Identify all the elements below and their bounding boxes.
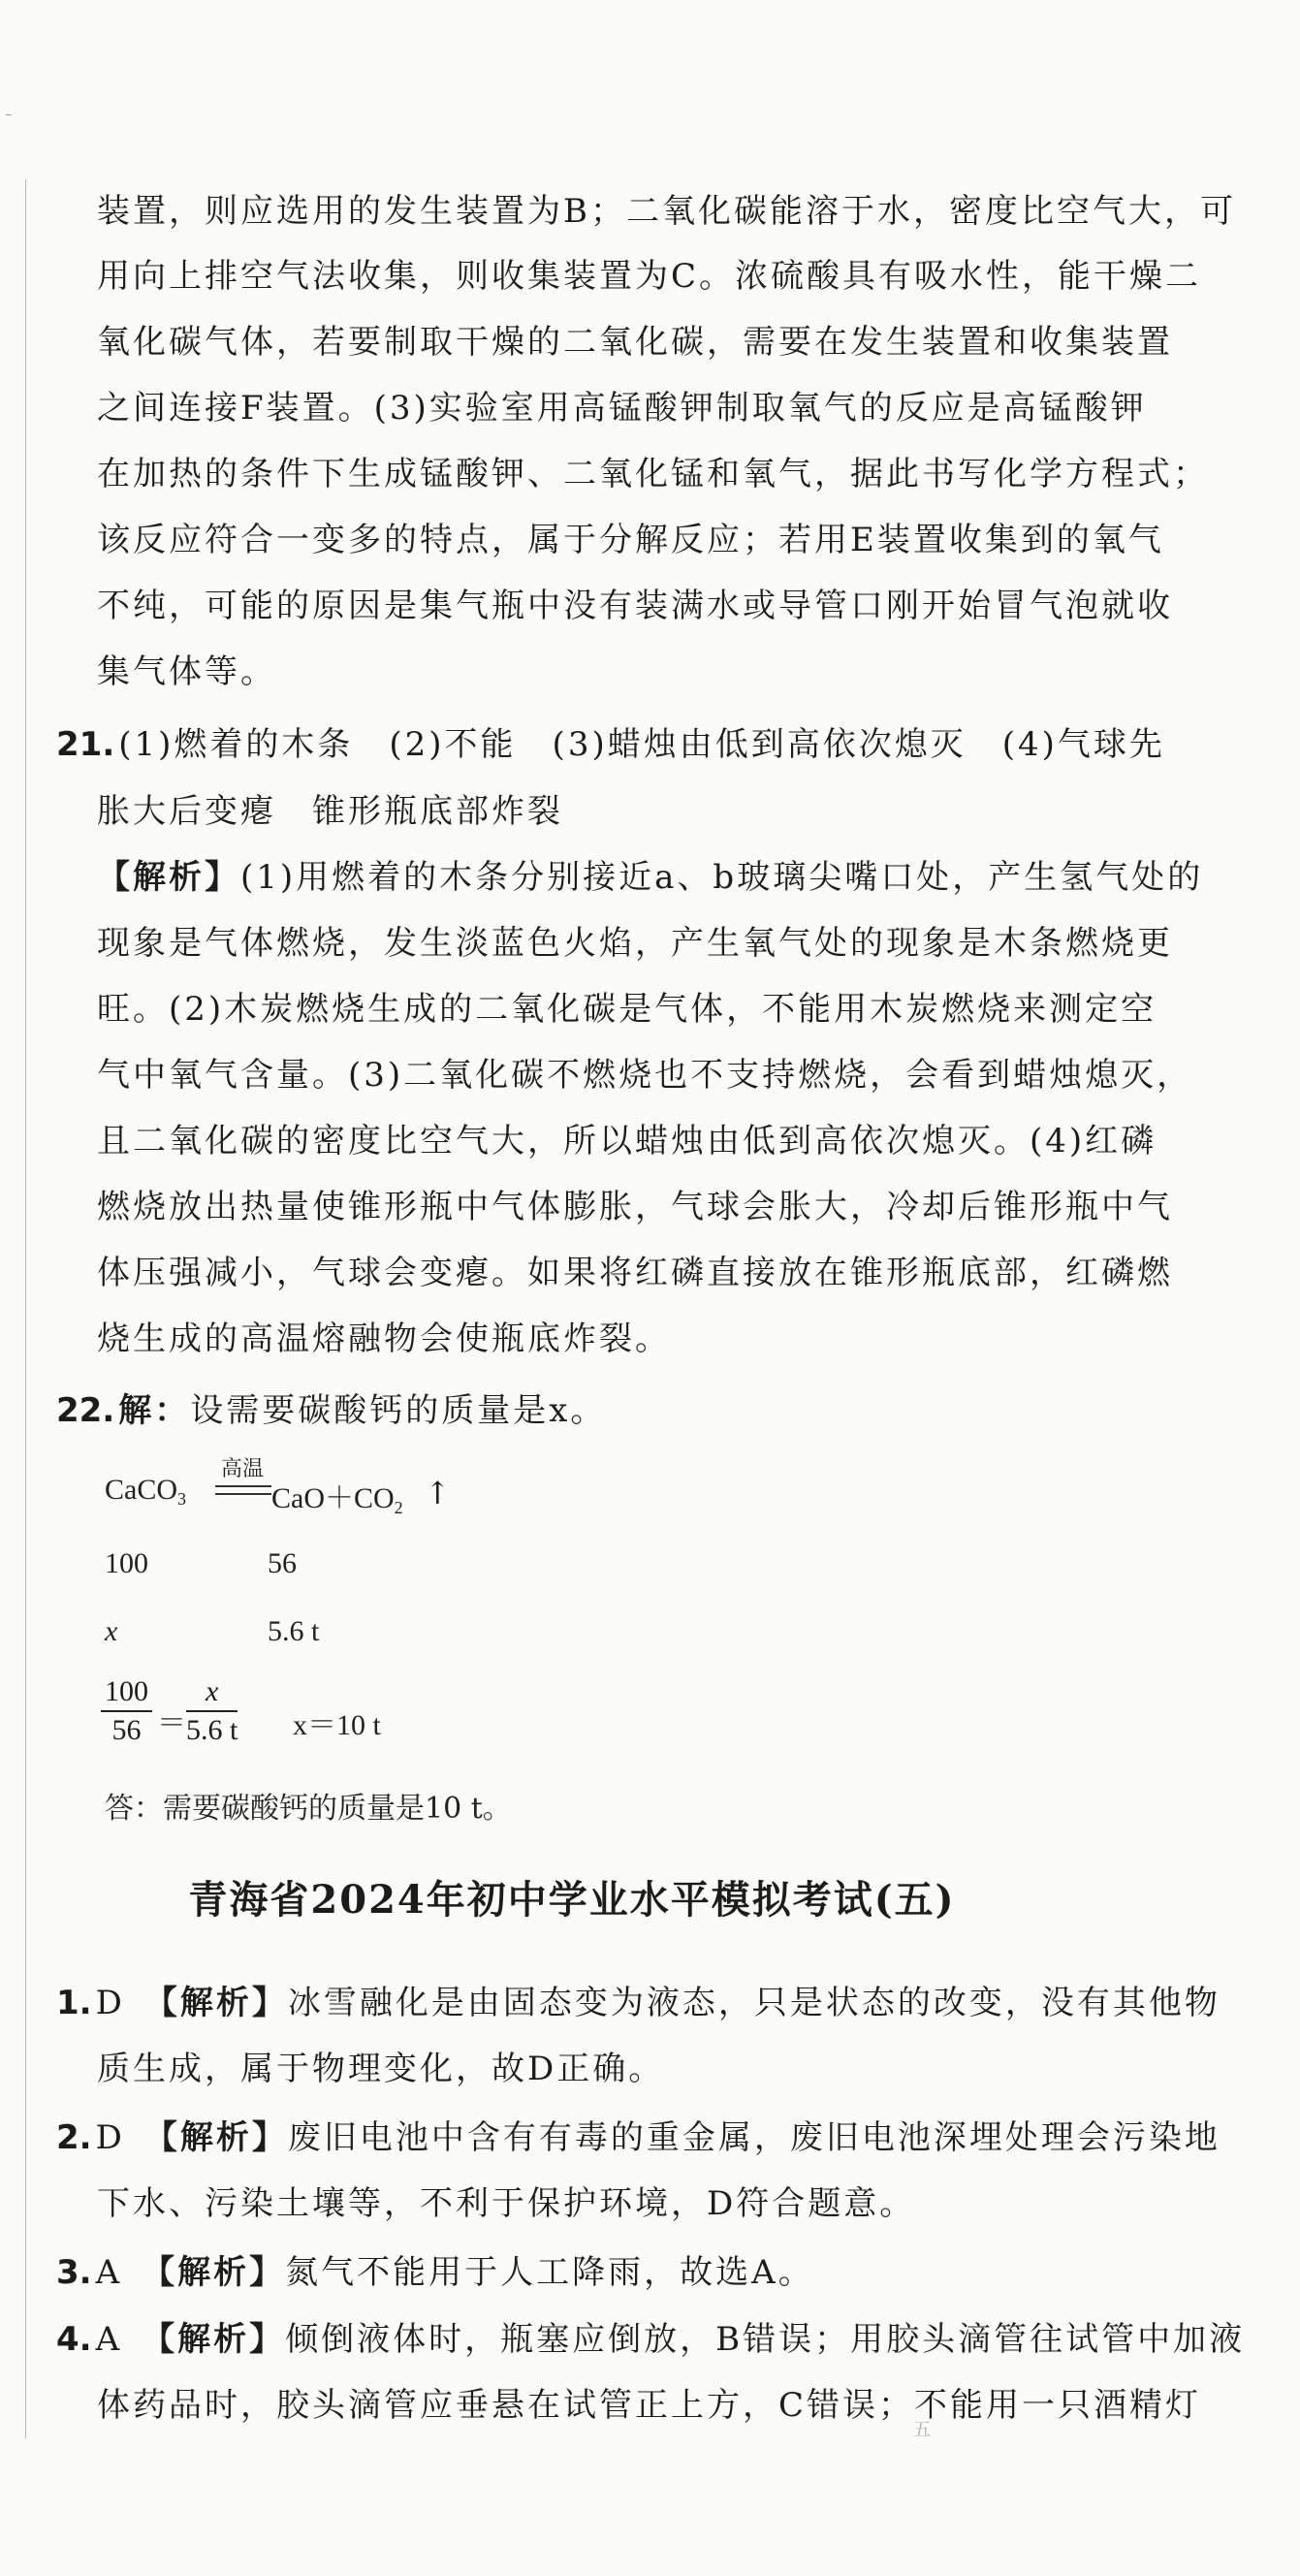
q22-answer: 答：需要碳酸钙的质量是10 t。 <box>105 1792 512 1826</box>
list-item: 4. A 【解析】倾倒液体时，瓶塞应倒放，B错误；用胶头滴管往试管中加液 <box>56 2320 1246 2359</box>
list-item: 3. A 【解析】氮气不能用于人工降雨，故选A。 <box>56 2253 814 2292</box>
text-line: 胀大后变瘪 锥形瓶底部炸裂 <box>97 792 563 831</box>
text-line: 现象是气体燃烧，发生淡蓝色火焰，产生氧气处的现象是木条燃烧更 <box>97 924 1173 963</box>
answer-choice: A <box>95 2253 123 2292</box>
answer-choice: A <box>95 2320 123 2359</box>
text-line: 体压强减小，气球会变瘪。如果将红磷直接放在锥形瓶底部，红磷燃 <box>97 1254 1173 1292</box>
mass-ratio-a: 100 <box>105 1547 148 1579</box>
analysis-label: 【解析】 <box>97 858 240 897</box>
text-line: 下水、污染土壤等，不利于保护环境，D符合题意。 <box>97 2184 916 2223</box>
result: x＝10 t <box>293 1709 381 1741</box>
fraction-left: $\frac{100}{56}$ <box>101 1675 152 1747</box>
text-line: 气中氧气含量。(3)二氧化碳不燃烧也不支持燃烧，会看到蜡烛熄灭， <box>97 1056 1193 1095</box>
analysis-text: (1)用燃着的木条分别接近a、b玻璃尖嘴口处，产生氢气处的 <box>240 858 1204 897</box>
text-line: 装置，则应选用的发生装置为B；二氧化碳能溶于水，密度比空气大，可 <box>97 192 1236 231</box>
text-line: 用向上排空气法收集，则收集装置为C。浓硫酸具有吸水性，能干燥二 <box>97 257 1202 296</box>
text-line: 体药品时，胶头滴管应垂悬在试管正上方，C错误；不能用一只酒精灯 <box>97 2386 1202 2425</box>
list-item: 2. D 【解析】废旧电池中含有有毒的重金属，废旧电池深埋处理会污染地 <box>56 2118 1221 2157</box>
text-line: 氧化碳气体，若要制取干燥的二氧化碳，需要在发生装置和收集装置 <box>97 323 1173 362</box>
chemical-equation-left: CaCO$_3$ <box>105 1474 186 1509</box>
equation-double-line <box>215 1485 271 1495</box>
text-line: 该反应符合一变多的特点，属于分解反应；若用E装置收集到的氧气 <box>97 521 1164 559</box>
fraction-right: $\frac{x}{5.6 t}$ <box>186 1675 238 1746</box>
chemical-equation-right: $CaO+CO_2$ <box>271 1482 403 1517</box>
analysis-label: 【解析】 <box>158 2320 286 2359</box>
gas-arrow-icon: ↑ <box>425 1475 451 1511</box>
reaction-condition: 高温 <box>221 1457 265 1481</box>
q21-answer-text: (1)燃着的木条 (2)不能 (3)蜡烛由低到高依次熄灭 (4)气球先 <box>118 725 1165 764</box>
text-line: 烧生成的高温熔融物会使瓶底炸裂。 <box>97 1320 671 1358</box>
corner-mark <box>6 114 12 121</box>
analysis-label: 【解析】 <box>160 1984 288 2022</box>
text-line: 旺。(2)木炭燃烧生成的二氧化碳是气体，不能用木炭燃烧来测定空 <box>97 990 1157 1029</box>
q22-intro-line <box>56 1379 606 1444</box>
text-line: 在加热的条件下生成锰酸钾、二氧化锰和氧气，据此书写化学方程式； <box>97 455 1209 493</box>
text-line: 质生成，属于物理变化，故D正确。 <box>97 2050 665 2088</box>
mass-ratio-b: 56 <box>268 1547 297 1579</box>
q22-intro-text: 设需要碳酸钙的质量是x。 <box>190 1391 607 1430</box>
equals-sign: ＝ <box>157 1707 186 1739</box>
list-item: 1. D 【解析】冰雪融化是由固态变为液态，只是状态的改变，没有其他物 <box>56 1984 1221 2022</box>
text-line: 之间连接F装置。(3)实验室用高锰酸钾制取氧气的反应是高锰酸钾 <box>97 389 1147 428</box>
text-line: 不纯，可能的原因是集气瓶中没有装满水或导管口刚开始冒气泡就收 <box>97 587 1173 625</box>
section-title: 青海省2024年初中学业水平模拟考试(五) <box>188 1877 956 1923</box>
text-line: 燃烧放出热量使锥形瓶中气体膨胀，气球会胀大，冷却后锥形瓶中气 <box>97 1188 1173 1226</box>
jie-label: 解： <box>118 1391 191 1430</box>
text-line: 且二氧化碳的密度比空气大，所以蜡烛由低到高依次熄灭。(4)红磷 <box>97 1122 1157 1161</box>
footer-mark: 五 <box>913 2420 931 2440</box>
question-number: 22. <box>56 1391 115 1430</box>
left-margin-rule <box>25 179 26 2438</box>
q21-analysis-line <box>97 845 1203 910</box>
analysis-label: 【解析】 <box>158 2253 286 2292</box>
known-mass: 5.6 t <box>268 1615 320 1647</box>
unknown-mass: x <box>105 1615 118 1647</box>
q21-answer-line <box>56 713 1165 778</box>
answer-choice: D <box>95 1984 125 2022</box>
answer-choice: D <box>95 2118 125 2157</box>
analysis-label: 【解析】 <box>160 2118 288 2157</box>
question-number: 21. <box>56 725 115 764</box>
text-line: 集气体等。 <box>97 652 276 691</box>
